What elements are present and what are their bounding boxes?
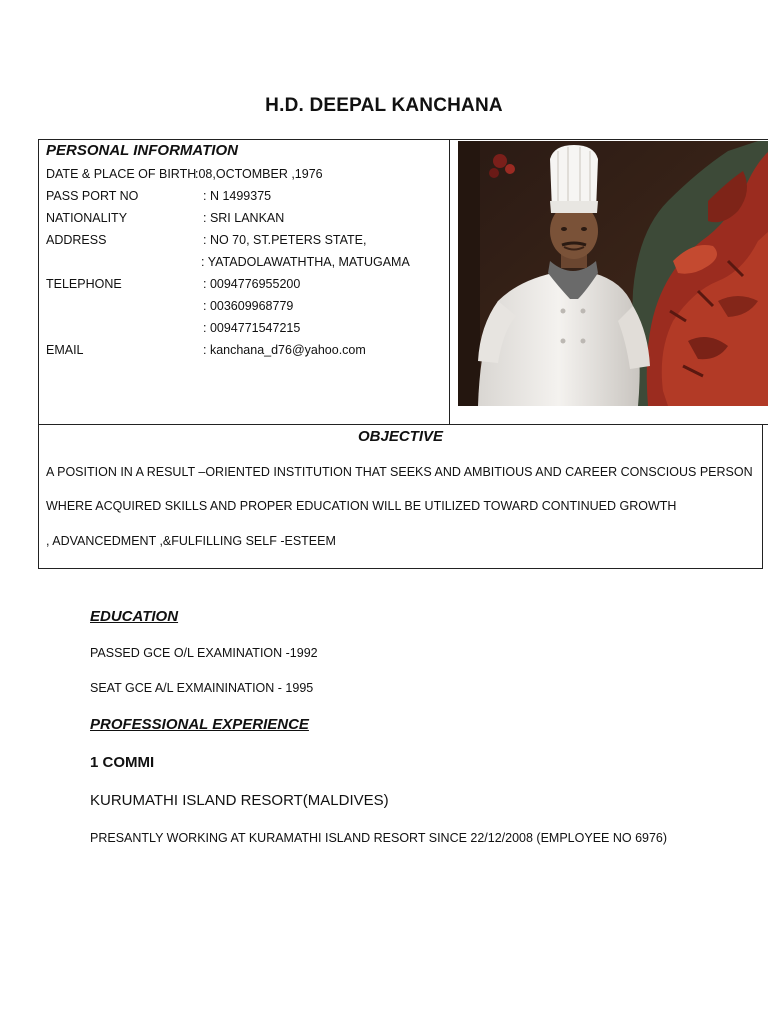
personal-row (46, 189, 271, 203)
objective-line: A POSITION IN A RESULT –ORIENTED INSTITUTION THAT SEEKS AND AMBITIOUS AND CAREER CONSCIOUS PERSON (46, 465, 753, 479)
job-position: 1 COMMI (90, 754, 155, 771)
personal-row (46, 167, 323, 181)
row-value: : N 1499375 (203, 189, 272, 203)
personal-row (46, 255, 410, 269)
personal-row (46, 277, 300, 291)
photo-box (449, 139, 768, 425)
row-value: : 0094771547215 (203, 321, 301, 335)
row-label: PASS PORT NO (46, 189, 139, 203)
personal-information-box (38, 139, 450, 425)
objective-line: WHERE ACQUIRED SKILLS AND PROPER EDUCATION WILL BE UTILIZED TOWARD CONTINUED GROWTH (46, 499, 677, 513)
personal-row (46, 299, 293, 313)
row-value: : 003609968779 (203, 299, 294, 313)
row-label: DATE & PLACE OF BIRTH (46, 167, 197, 181)
row-value: :08,OCTOMBER ,1976 (195, 167, 323, 181)
profile-photo (458, 141, 768, 406)
row-label: TELEPHONE (46, 277, 122, 291)
row-label: EMAIL (46, 343, 84, 357)
personal-information-heading: PERSONAL INFORMATION (46, 142, 238, 159)
row-value: : SRI LANKAN (203, 211, 285, 225)
row-label: NATIONALITY (46, 211, 128, 225)
experience-heading: PROFESSIONAL EXPERIENCE (90, 716, 309, 733)
employer-name: KURUMATHI ISLAND RESORT(MALDIVES) (90, 792, 389, 809)
education-item: SEAT GCE A/L EXMAININATION - 1995 (90, 681, 314, 695)
personal-row (46, 211, 284, 225)
objective-box (38, 424, 763, 569)
chef-photo-illustration (458, 141, 768, 406)
personal-row (46, 321, 300, 335)
education-item: PASSED GCE O/L EXAMINATION -1992 (90, 646, 318, 660)
education-heading: EDUCATION (90, 608, 179, 625)
objective-line: , ADVANCEDMENT ,&FULFILLING SELF -ESTEEM (46, 534, 336, 548)
row-value: : NO 70, ST.PETERS STATE, (203, 233, 367, 247)
resume-name: H.D. DEEPAL KANCHANA (265, 95, 503, 116)
employment-detail: PRESANTLY WORKING AT KURAMATHI ISLAND RESORT SINCE 22/12/2008 (EMPLOYEE NO 6976) (90, 831, 668, 845)
row-value: : kanchana_d76@yahoo.com (203, 343, 366, 357)
row-value: : YATADOLAWATHTHA, MATUGAMA (201, 255, 410, 269)
personal-row (46, 233, 366, 247)
personal-row (46, 343, 366, 357)
row-label: ADDRESS (46, 233, 107, 247)
objective-heading: OBJECTIVE (357, 428, 444, 445)
row-value: : 0094776955200 (203, 277, 301, 291)
